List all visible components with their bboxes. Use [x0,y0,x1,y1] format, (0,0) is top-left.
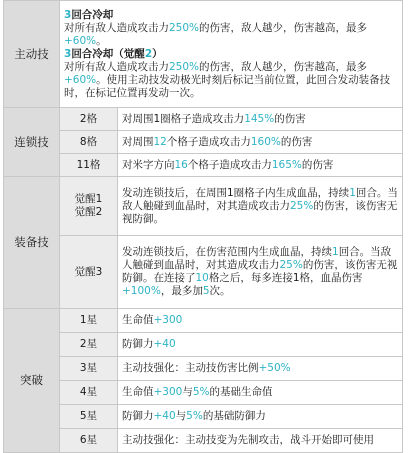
star-description: 生命值+300与5%的基础生命值 [118,381,403,405]
combo-row-1 [4,108,403,131]
equip-description: 发动连锁技后，在伤害范围内生成血晶，持续1回合。当敌人触碰到血晶时，对其造成攻击力25%的伤害，该伤害无视防御。在连接了10格之后，每多连接1格，血晶伤害+100%，最多加5次。 [118,236,403,309]
equip-row-1 [4,177,403,236]
breakthrough-row-5 [4,405,403,429]
star-label: 5星 [60,405,118,429]
active-v2-cooldown: 3回合冷却（觉醒2） [64,47,163,60]
breakthrough-row-1 [4,309,403,333]
equip-skill-category: 装备技 [4,177,60,309]
star-label: 4星 [60,381,118,405]
star-label: 1星 [60,309,118,333]
equip-awaken-label: 觉醒1 觉醒2 [60,177,118,236]
equip-description: 发动连锁技后，在周围1圈格子内生成血晶，持续1回合。当敌人触碰到血晶时，对其造成攻击力25%的伤害，该伤害无视防御。 [118,177,403,236]
breakthrough-row-6 [4,429,403,453]
breakthrough-row-4 [4,381,403,405]
active-v1-cooldown: 3回合冷却 [64,8,114,21]
star-label: 2星 [60,333,118,357]
breakthrough-category: 突破 [4,309,60,453]
star-description: 生命值+300 [118,309,403,333]
active-skill-category: 主动技 [4,1,60,108]
active-v2-effect: 对所有敌人造成攻击力250%的伤害，敌人越少，伤害越高，最多 +60%。使用主动技发动极光时刻后标记当前位置，此回合发动装备技时，在标记位置再发动一次。 [64,60,391,99]
equip-row-2 [4,236,403,309]
breakthrough-row-3 [4,357,403,381]
combo-skill-category: 连锁技 [4,108,60,177]
star-description: 主动技强化：主动技变为先制攻击，战斗开始即可使用 [118,429,403,453]
active-v1-effect: 对所有敌人造成攻击力250%的伤害，敌人越少，伤害越高，最多 +60%。 [64,21,368,47]
combo-grid-label: 11格 [60,154,118,177]
combo-row-3 [4,154,403,177]
combo-row-2 [4,131,403,154]
combo-description: 对周围1圈格子造成攻击力145%的伤害 [118,108,403,131]
active-skill-row [4,1,403,108]
equip-awaken-label: 觉醒3 [60,236,118,309]
star-description: 防御力+40与5%的基础防御力 [118,405,403,429]
star-label: 6星 [60,429,118,453]
active-skill-description [60,1,403,108]
star-label: 3星 [60,357,118,381]
combo-description: 对米字方向16个格子造成攻击力165%的伤害 [118,154,403,177]
combo-grid-label: 2格 [60,108,118,131]
skill-table [3,0,403,453]
star-description: 防御力+40 [118,333,403,357]
breakthrough-row-2 [4,333,403,357]
combo-grid-label: 8格 [60,131,118,154]
star-description: 主动技强化：主动技伤害比例+50% [118,357,403,381]
combo-description: 对周围12个格子造成攻击力160%的伤害 [118,131,403,154]
